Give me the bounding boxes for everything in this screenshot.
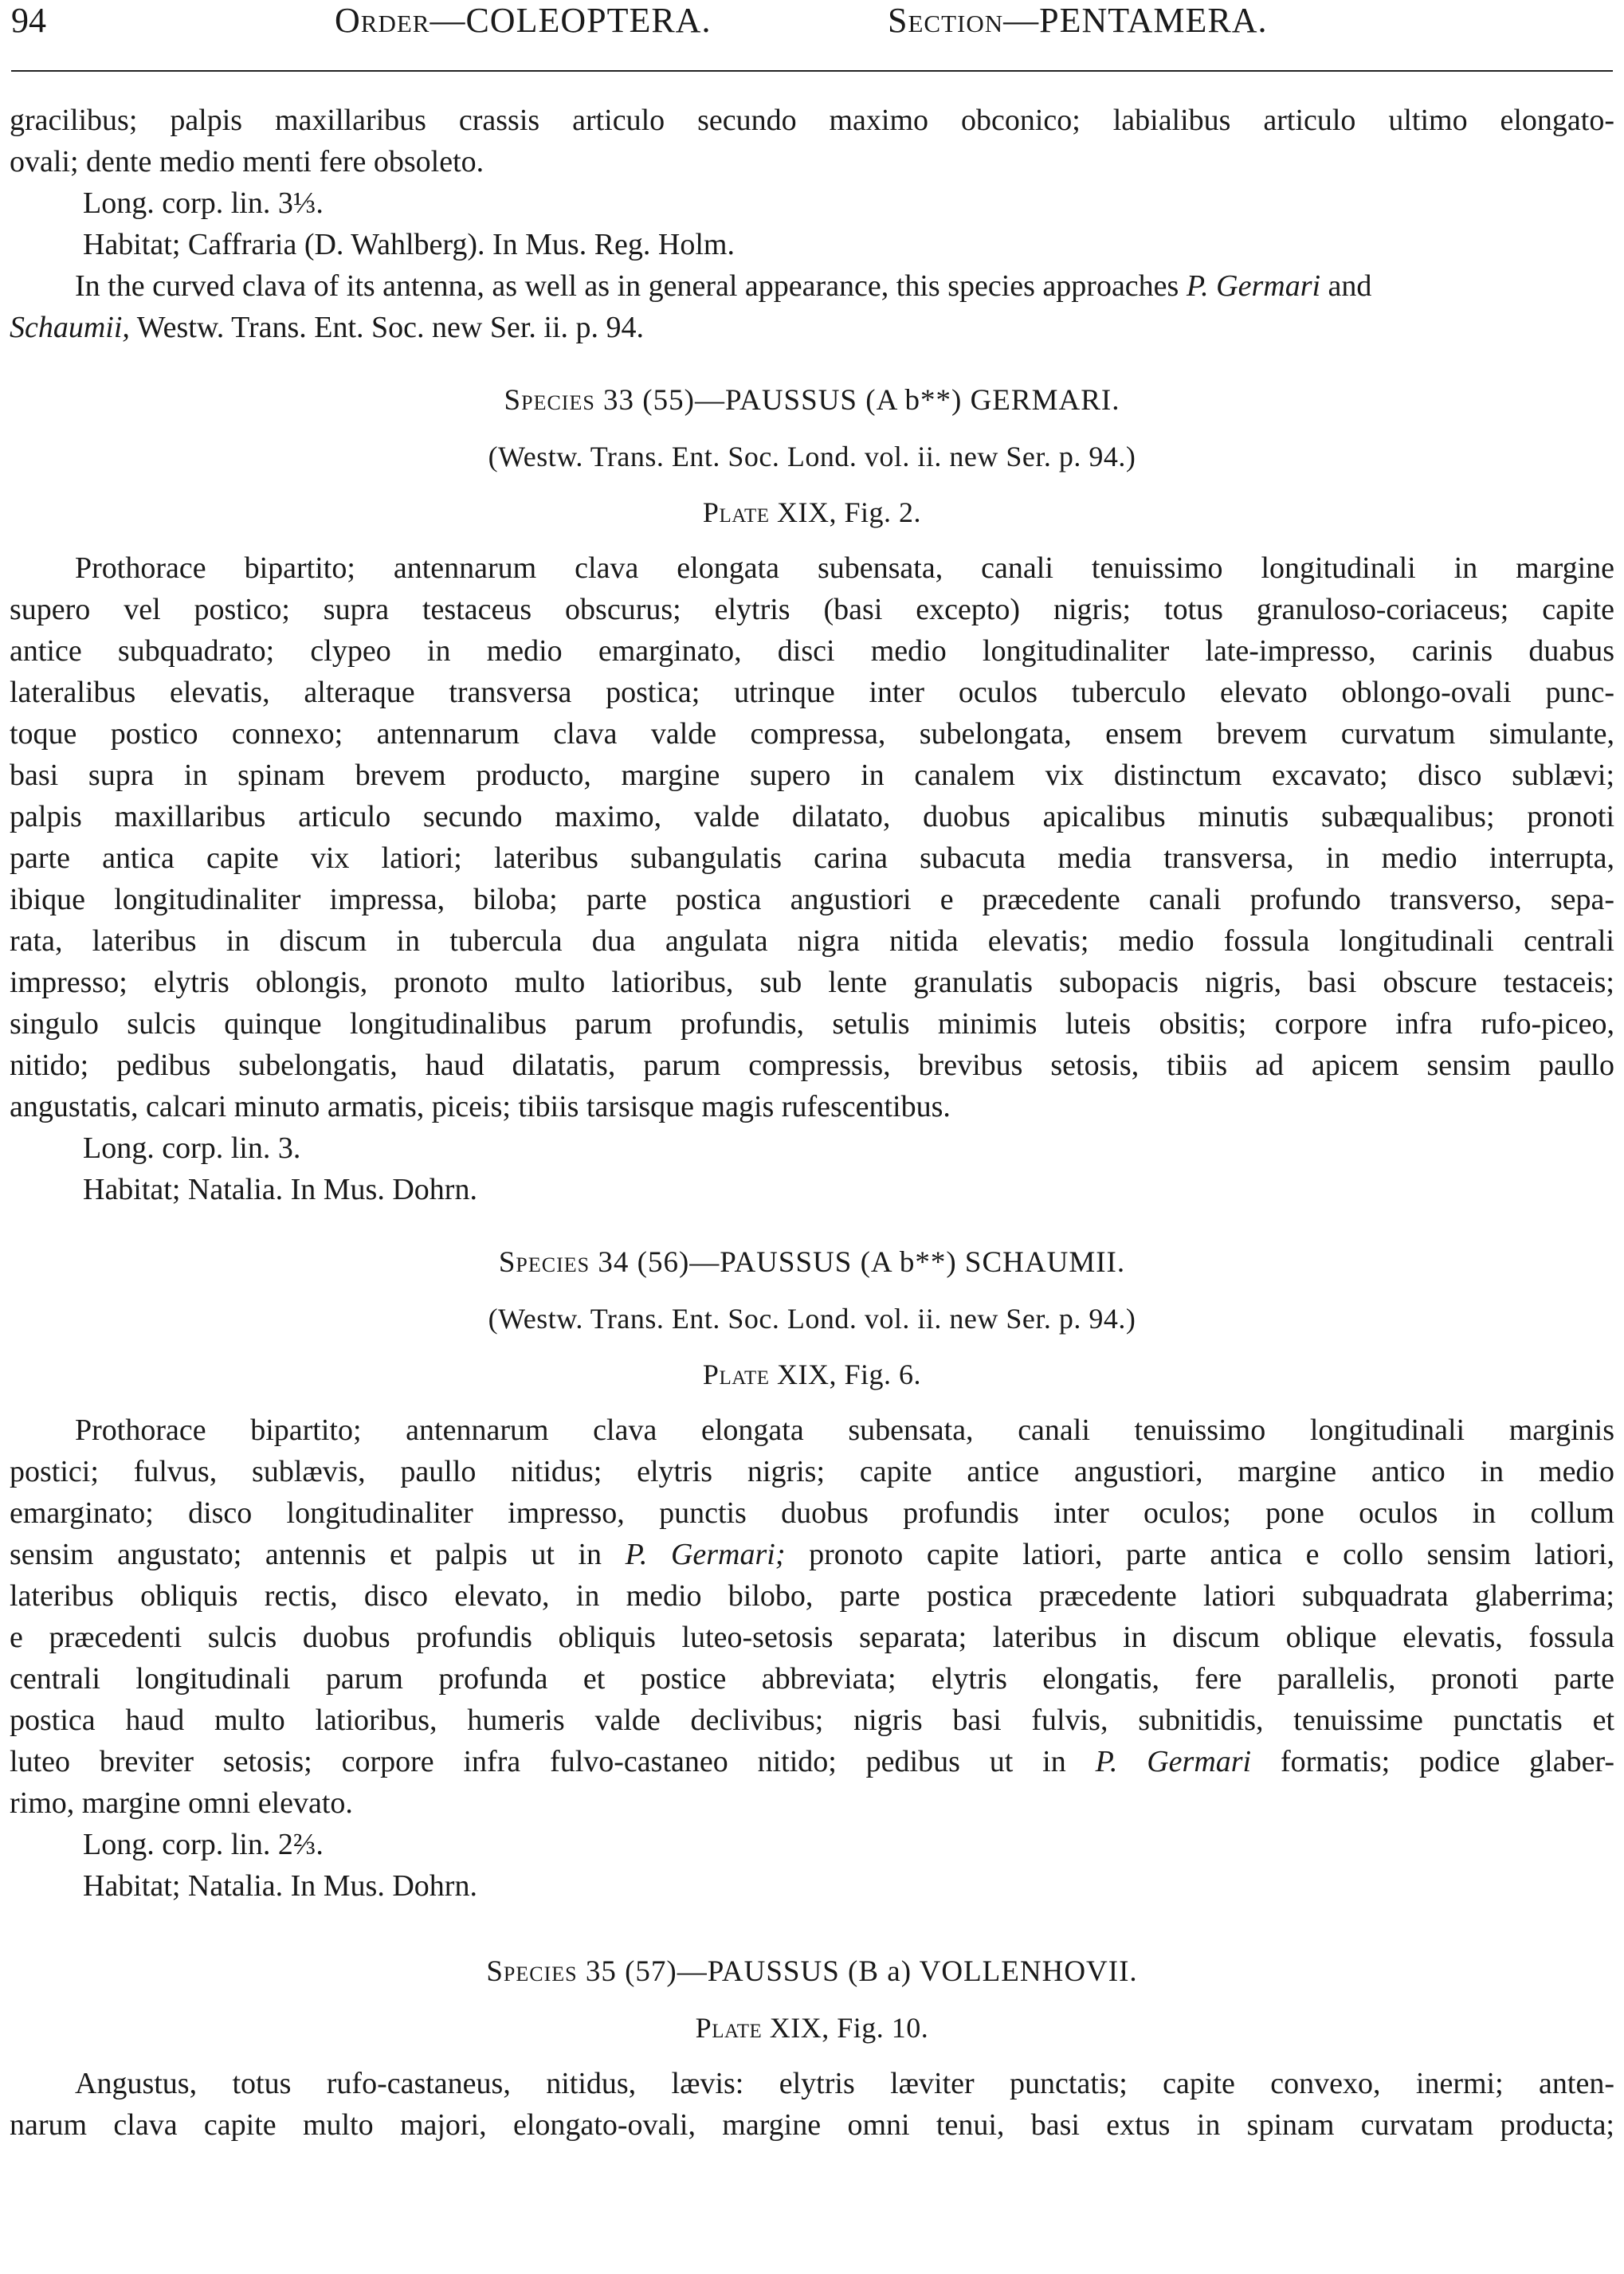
species-34-line: sensim angustato; antennis et palpis ut in P. Germari; pronoto capite latiori, parte antica e collo sensim latiori, bbox=[10, 1538, 1615, 1571]
species-33-habitat: Habitat; Natalia. In Mus. Dohrn. bbox=[83, 1173, 477, 1206]
species-34-line: lateribus obliquis rectis, disco elevato, in medio bilobo, parte postica præcedente latiori subquadrata glaberrima; bbox=[10, 1579, 1614, 1613]
intro-habitat: Habitat; Caffraria (D. Wahlberg). In Mus. Reg. Holm. bbox=[83, 228, 735, 261]
intro-length: Long. corp. lin. 3⅓. bbox=[83, 186, 324, 220]
species-33-line: lateralibus elevatis, alteraque transversa postica; utrinque inter oculos tuberculo elevato oblongo-ovali punc- bbox=[10, 676, 1614, 709]
species-34-line: luteo breviter setosis; corpore infra fulvo-castaneo nitido; pedibus ut in P. Germari formatis; podice glaber- bbox=[10, 1745, 1614, 1778]
species-33-line: singulo sulcis quinque longitudinalibus parum profundis, setulis minimis luteis obsitis; corpore infra rufo-piceo, bbox=[10, 1007, 1614, 1041]
species-33-line: supero vel postico; supra testaceus obscurus; elytris (basi excepto) nigris; totus granuloso-coriaceus; capite bbox=[10, 593, 1614, 626]
species-33-line: rata, lateribus in discum in tubercula dua angulata nigra nitida elevatis; medio fossula longitudinali centrali bbox=[10, 924, 1614, 958]
species-33-line: angustatis, calcari minuto armatis, piceis; tibiis tarsisque magis rufescentibus. bbox=[10, 1090, 951, 1123]
species-33-line: impresso; elytris oblongis, pronoto multo latioribus, sub lente granulatis subopacis nigris, basi obscure testaceis; bbox=[10, 966, 1614, 999]
species-35-plate: Plate XIX, Fig. 10. bbox=[695, 2012, 929, 2044]
species-33-length: Long. corp. lin. 3. bbox=[83, 1131, 301, 1165]
species-34-line: rimo, margine omni elevato. bbox=[10, 1786, 353, 1820]
header-section: Section—PENTAMERA. bbox=[888, 1, 1268, 40]
page-number: 94 bbox=[11, 1, 46, 40]
species-34-heading: Species 34 (56)—PAUSSUS (A b**) SCHAUMII. bbox=[498, 1246, 1126, 1279]
species-35-line: narum clava capite multo majori, elongato-ovali, margine omni tenui, basi extus in spinam curvatam producta; bbox=[10, 2108, 1614, 2142]
intro-note: In the curved clava of its antenna, as well as in general appearance, this species approaches P. Germari and Schaumii, Westw. Trans. Ent. Soc. new Ser. ii. p. 94. bbox=[10, 269, 1372, 344]
species-33-heading: Species 33 (55)—PAUSSUS (A b**) GERMARI. bbox=[504, 384, 1120, 417]
species-33-line: nitido; pedibus subelongatis, haud dilatatis, parum compressis, brevibus setosis, tibiis ad apicem sensim paullo bbox=[10, 1049, 1614, 1082]
species-34-line: emarginato; disco longitudinaliter impresso, punctis duobus profundis inter oculos; pone oculos in collum bbox=[10, 1496, 1614, 1530]
species-33-line: parte antica capite vix latiori; lateribus subangulatis carina subacuta media transversa, in medio interrupta, bbox=[10, 841, 1614, 875]
species-34-reference: (Westw. Trans. Ent. Soc. Lond. vol. ii. new Ser. p. 94.) bbox=[488, 1303, 1136, 1335]
species-33-plate: Plate XIX, Fig. 2. bbox=[702, 496, 922, 528]
header-rule bbox=[11, 70, 1613, 72]
species-34-habitat: Habitat; Natalia. In Mus. Dohrn. bbox=[83, 1869, 477, 1903]
species-33-line: basi supra in spinam brevem producto, margine supero in canalem vix distinctum excavato; disco sublævi; bbox=[10, 759, 1614, 792]
species-33-reference: (Westw. Trans. Ent. Soc. Lond. vol. ii. new Ser. p. 94.) bbox=[488, 441, 1136, 472]
intro-line: gracilibus; palpis maxillaribus crassis articulo secundo maximo obconico; labialibus articulo ultimo elongato- bbox=[10, 104, 1614, 137]
species-33-line: ibique longitudinaliter impressa, biloba; parte postica angustiori e præcedente canali profundo transverso, sepa- bbox=[10, 883, 1614, 916]
page-body bbox=[10, 100, 1614, 2146]
species-34-line: postica haud multo latioribus, humeris valde declivibus; nigris basi fulvis, subnitidis, tenuissime punctatis et bbox=[10, 1704, 1614, 1737]
species-34-line: Prothorace bipartito; antennarum clava elongata subensata, canali tenuissimo longitudinali marginis bbox=[75, 1413, 1614, 1447]
species-33-line: palpis maxillaribus articulo secundo maximo, valde dilatato, duobus apicalibus minutis subæqualibus; pronoti bbox=[10, 800, 1614, 833]
header-order: Order—COLEOPTERA. bbox=[335, 1, 712, 40]
species-33-line: Prothorace bipartito; antennarum clava elongata subensata, canali tenuissimo longitudinali in margine bbox=[75, 551, 1614, 585]
species-34-line: centrali longitudinali parum profunda et postice abbreviata; elytris elongatis, fere parallelis, pronoti parte bbox=[10, 1662, 1614, 1696]
species-33-line: toque postico connexo; antennarum clava valde compressa, subelongata, ensem brevem curvatum simulante, bbox=[10, 717, 1614, 751]
species-33-line: antice subquadrato; clypeo in medio emarginato, disci medio longitudinaliter late-impresso, carinis duabus bbox=[10, 634, 1614, 668]
running-header bbox=[11, 0, 1613, 40]
species-35-heading: Species 35 (57)—PAUSSUS (B a) VOLLENHOVII. bbox=[486, 1955, 1138, 1988]
species-34-length: Long. corp. lin. 2⅔. bbox=[83, 1828, 324, 1861]
species-35-line: Angustus, totus rufo-castaneus, nitidus, lævis: elytris læviter punctatis; capite convexo, inermi; anten- bbox=[75, 2067, 1614, 2100]
species-34-line: e præcedenti sulcis duobus profundis obliquis luteo-setosis separata; lateribus in discum oblique elevatis, fossula bbox=[10, 1621, 1614, 1654]
intro-line: ovali; dente medio menti fere obsoleto. bbox=[10, 145, 484, 178]
species-34-line: postici; fulvus, sublævis, paullo nitidus; elytris nigris; capite antice angustiori, margine antico in medio bbox=[10, 1455, 1614, 1488]
species-34-plate: Plate XIX, Fig. 6. bbox=[702, 1359, 922, 1390]
